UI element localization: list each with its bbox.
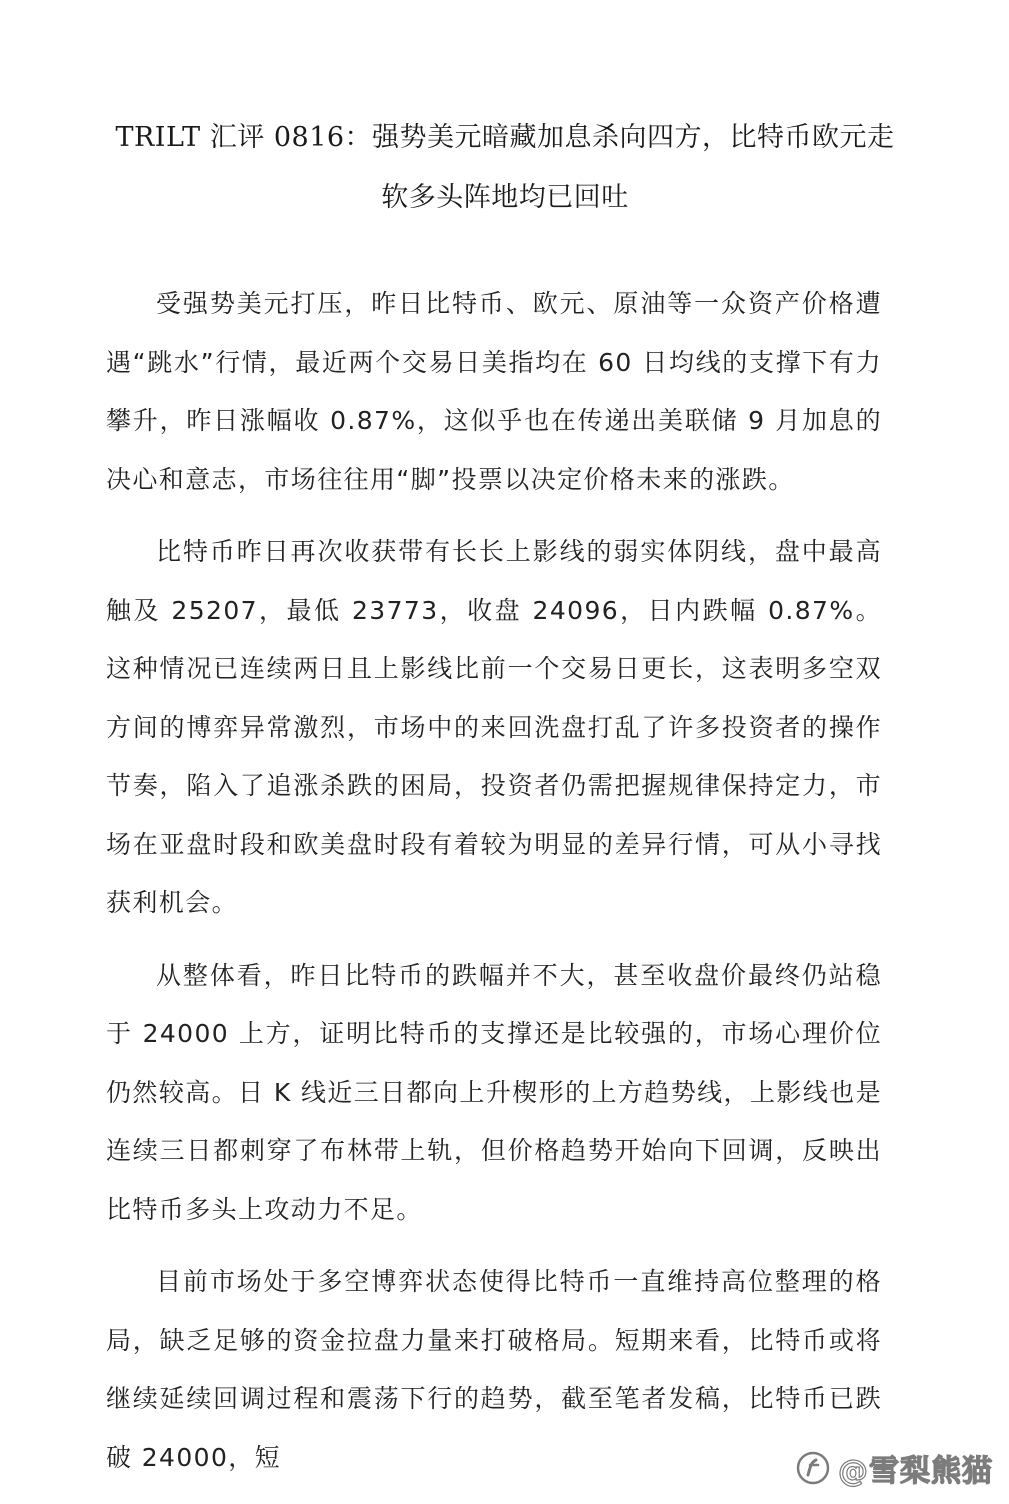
article-body [106, 275, 882, 1501]
paragraph-3: 从整体看，昨日比特币的跌幅并不大，甚至收盘价最终仍站稳于 24000 上方，证明比特币的支撑还是比较强的，市场心理价位仍然较高。日 K 线近三日都向上升楔形的上方趋势线，上影线也是连续三日都刺穿了布林带上轨，但价格趋势开始向下回调，反映出比特币多头上攻动力不足。 [106, 960, 882, 1224]
title-line-1: TRILT 汇评 0816：强势美元暗藏加息杀向四方，比特币欧元走 [115, 122, 895, 153]
paragraph-4: 目前市场处于多空博弈状态使得比特币一直维持高位整理的格局，缺乏足够的资金拉盘力量来打破格局。短期来看，比特币或将继续延续回调过程和震荡下行的趋势，截至笔者发稿，比特币已跌破 24000，短 [106, 1267, 882, 1472]
document-title [80, 108, 930, 228]
title-line-2: 软多头阵地均已回吐 [381, 182, 629, 213]
paragraph-2: 比特币昨日再次收获带有长长上影线的弱实体阴线，盘中最高触及 25207，最低 23773，收盘 24096，日内跌幅 0.87%。这种情况已连续两日且上影线比前一个交易日更长，这表明多空双方间的博弈异常激烈，市场中的来回洗盘打乱了许多投资者的操作节奏，陷入了追涨杀跌的困局，投资者仍需把握规律保持定力，市场在亚盘时段和欧美盘时段有着较为明显的差异行情，可从小寻找获利机会。 [106, 537, 882, 917]
watermark-text: @雪梨熊猫 [838, 1454, 993, 1489]
paragraph-1: 受强势美元打压，昨日比特币、欧元、原油等一众资产价格遭遇“跳水”行情，最近两个交易日美指均在 60 日均线的支撑下有力攀升，昨日涨幅收 0.87%，这似乎也在传递出美联储 9 月加息的决心和意志，市场往往用“脚”投票以决定价格未来的涨跌。 [106, 289, 882, 494]
snowball-logo-icon [796, 1451, 830, 1485]
watermark [796, 1446, 993, 1490]
